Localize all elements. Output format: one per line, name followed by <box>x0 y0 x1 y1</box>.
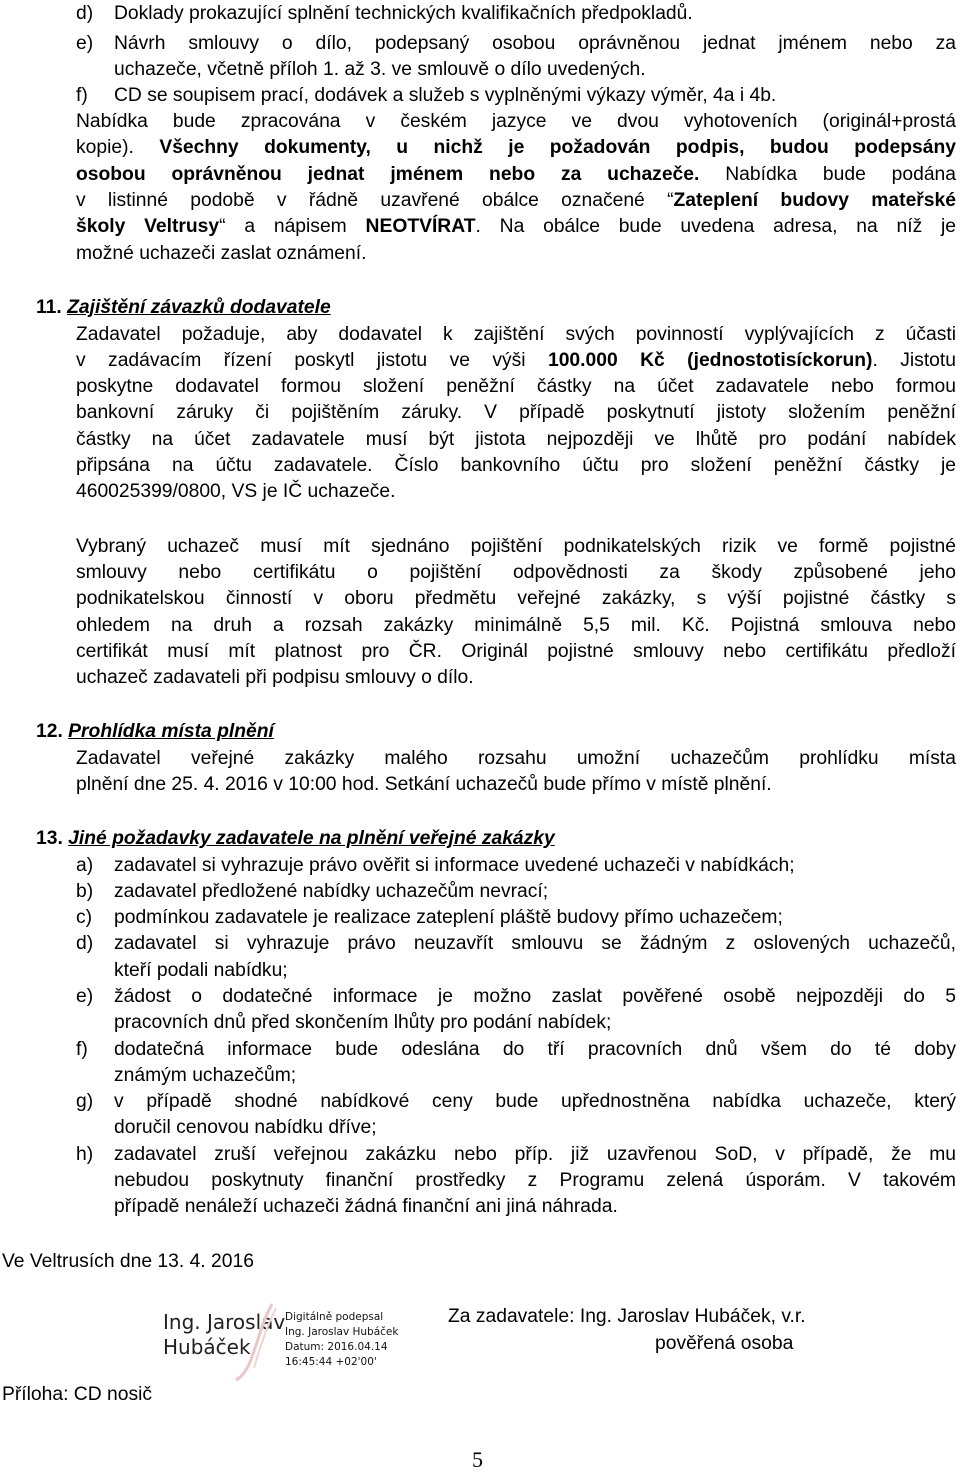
place-date: Ve Veltrusích dne 13. 4. 2016 <box>2 1251 254 1272</box>
signature-flourish-icon <box>232 1302 280 1382</box>
paragraph-line: certifikát musí mít platnost pro ČR. Originál pojistné smlouvy nebo certifikátu předloží <box>76 641 956 662</box>
list-item-text: zadavatel si vyhrazuje právo neuzavřít smlouvu se žádným z oslovených uchazečů, <box>114 933 956 954</box>
signer-role: pověřená osoba <box>655 1333 794 1354</box>
paragraph-line: osobou oprávněnou jednat jménem nebo za uchazeče. Nabídka bude podána <box>76 164 957 185</box>
paragraph-line: možné uchazeči zaslat oznámení. <box>76 243 367 264</box>
list-item-text: Návrh smlouvy o dílo, podepsaný osobou oprávněnou jednat jménem nebo za <box>114 33 956 54</box>
list-label: d) <box>76 3 94 24</box>
list-label: c) <box>76 907 93 928</box>
list-item-text: zadavatel si vyhrazuje právo ověřit si informace uvedené uchazeči v nabídkách; <box>114 855 795 876</box>
paragraph-line: Zadavatel požaduje, aby dodavatel k zajištění svých povinností vyplývajících z účasti <box>76 324 956 345</box>
paragraph-line: kopie). Všechny dokumenty, u nichž je požadován podpis, budou podepsány <box>76 137 956 158</box>
list-item-text: případě nenáleží uchazeči žádná finanční ani jiná náhrada. <box>114 1196 618 1217</box>
paragraph-line: podnikatelskou činností v oboru předmětu veřejné zakázky, s výší pojistné částky s <box>76 588 956 609</box>
section-heading-12: 12. Prohlídka místa plnění <box>36 721 274 742</box>
list-item-text: v případě shodné nabídkové ceny bude upřednostněna nabídka uchazeče, který <box>114 1091 956 1112</box>
list-item-text: pracovních dnů před skončením lhůty pro podání nabídek; <box>114 1012 612 1033</box>
paragraph-line: poskytne dodavatel formou složení peněžní částky na účet zadavatele nebo formou <box>76 376 956 397</box>
list-item-text: Doklady prokazující splnění technických kvalifikačních předpokladů. <box>114 3 693 24</box>
paragraph-line: smlouvy nebo certifikátu o pojištění odpovědnosti za škody způsobené jeho <box>76 562 956 583</box>
paragraph-line: Zadavatel veřejné zakázky malého rozsahu umožní uchazečům prohlídku místa <box>76 748 956 769</box>
list-label: g) <box>76 1091 94 1112</box>
section-heading-11: 11. Zajištění závazků dodavatele <box>36 297 331 318</box>
list-label: f) <box>76 1039 88 1060</box>
paragraph-line: uchazeč zadavateli při podpisu smlouvy o dílo. <box>76 667 474 688</box>
list-label: f) <box>76 85 88 106</box>
signer-line: Za zadavatele: Ing. Jaroslav Hubáček, v.r. <box>448 1306 806 1327</box>
paragraph-line: 460025399/0800, VS je IČ uchazeče. <box>76 481 396 502</box>
paragraph-line: částky na účet zadavatele musí být jistota nejpozději ve lhůtě pro podání nabídek <box>76 429 956 450</box>
paragraph-line: Nabídka bude zpracována v českém jazyce ve dvou vyhotoveních (originál+prostá <box>76 111 956 132</box>
list-item-text: CD se soupisem prací, dodávek a služeb s vyplněnými výkazy výměr, 4a i 4b. <box>114 85 777 106</box>
list-label: a) <box>76 855 94 876</box>
list-label: h) <box>76 1144 94 1165</box>
list-item-text: uchazeče, včetně příloh 1. až 3. ve smlouvě o dílo uvedených. <box>114 59 646 80</box>
signature-stamp-name: Ing. Jaroslav Hubáček <box>163 1310 286 1359</box>
list-item-text: nebudou poskytnuty finanční prostředky z Programu zelená úsporám. V takovém <box>114 1170 956 1191</box>
list-item-text: zadavatel zruší veřejnou zakázku nebo příp. již uzavřenou SoD, v případě, že mu <box>114 1144 956 1165</box>
list-item-text: podmínkou zadavatele je realizace zateplení pláště budovy přímo uchazečem; <box>114 907 783 928</box>
paragraph-line: připsána na účtu zadavatele. Číslo bankovního účtu pro složení peněžní částky je <box>76 455 956 476</box>
paragraph-line: v zadávacím řízení poskytl jistotu ve výši 100.000 Kč (jednostotisíckorun). Jistotu <box>76 350 956 371</box>
signature-stamp-details: Digitálně podepsal Ing. Jaroslav Hubáček Datum: 2016.04.14 16:45:44 +02'00' <box>285 1311 399 1368</box>
page-number: 5 <box>472 1447 483 1472</box>
list-item-text: žádost o dodatečné informace je možno zaslat pověřené osobě nejpozději do 5 <box>114 986 956 1007</box>
paragraph-line: školy Veltrusy“ a nápisem NEOTVÍRAT. Na obálce bude uvedena adresa, na níž je <box>76 216 957 237</box>
section-heading-13: 13. Jiné požadavky zadavatele na plnění veřejné zakázky <box>36 828 555 849</box>
list-item-text: doručil cenovou nabídku dříve; <box>114 1117 377 1138</box>
list-label: d) <box>76 933 94 954</box>
list-label: e) <box>76 33 94 54</box>
paragraph-line: bankovní záruky či pojištěním záruky. V případě poskytnutí jistoty složením peněžní <box>76 402 956 423</box>
list-label: b) <box>76 881 94 902</box>
attachment-note: Příloha: CD nosič <box>2 1384 153 1405</box>
paragraph-line: plnění dne 25. 4. 2016 v 10:00 hod. Setkání uchazečů bude přímo v místě plnění. <box>76 774 772 795</box>
list-item-text: dodatečná informace bude odeslána do tří pracovních dnů všem do té doby <box>114 1039 956 1060</box>
list-item-text: zadavatel předložené nabídky uchazečům nevrací; <box>114 881 549 902</box>
paragraph-line: v listinné podobě v řádně uzavřené obálce označené “Zateplení budovy mateřské <box>76 190 956 211</box>
paragraph-line: ohledem na druh a rozsah zakázky minimálně 5,5 mil. Kč. Pojistná smlouva nebo <box>76 615 956 636</box>
list-item-text: známým uchazečům; <box>114 1065 297 1086</box>
list-item-text: kteří podali nabídku; <box>114 960 288 981</box>
list-label: e) <box>76 986 94 1007</box>
paragraph-line: Vybraný uchazeč musí mít sjednáno pojištění podnikatelských rizik ve formě pojistné <box>76 536 956 557</box>
